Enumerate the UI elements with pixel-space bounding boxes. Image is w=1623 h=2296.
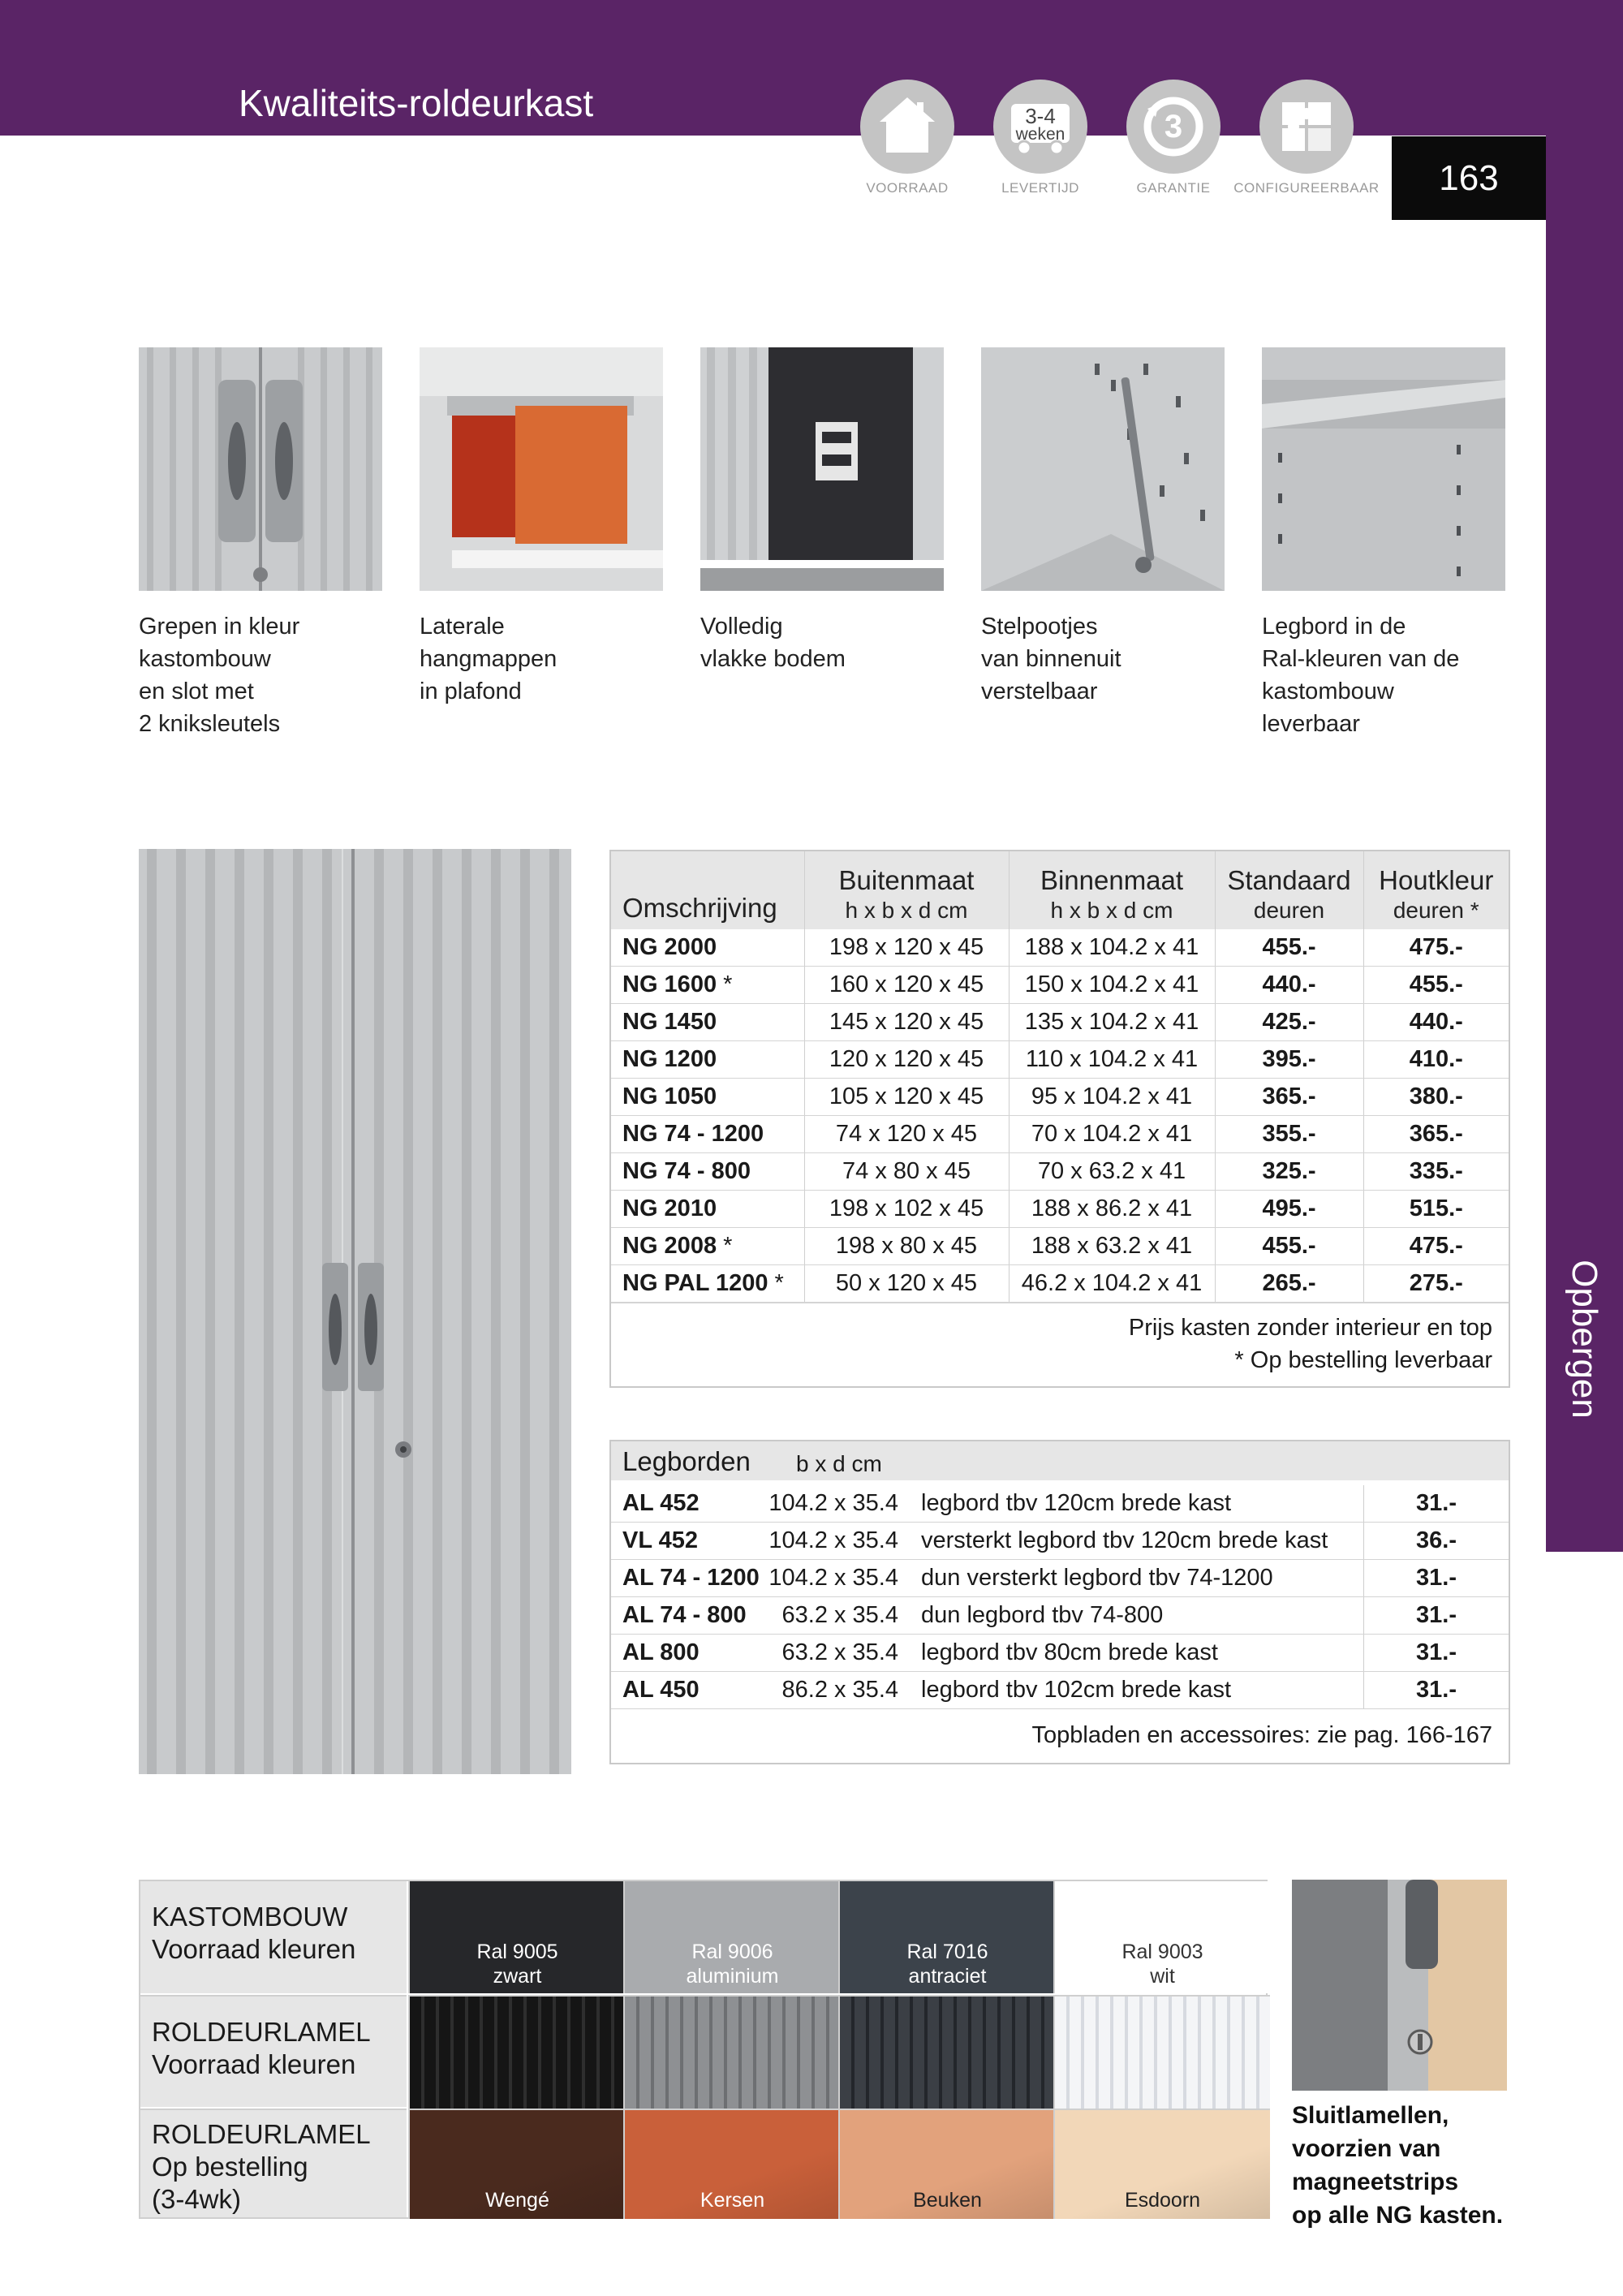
price-table-notes	[611, 1303, 1509, 1386]
badge-label-configureerbaar: CONFIGUREERBAAR	[1233, 180, 1380, 196]
table-row: NG 1450 145 x 120 x 45 135 x 104.2 x 41 425.- 440.-	[611, 1004, 1509, 1041]
swatch-frame-3	[1053, 1881, 1270, 1993]
photo-handles	[139, 347, 382, 591]
delivery-weeks-unit: weken	[1015, 125, 1065, 144]
table-row: AL 74 - 800 63.2 x 35.4 dun legbord tbv 74-800 31.-	[611, 1597, 1509, 1635]
table-row: AL 450 86.2 x 35.4 legbord tbv 102cm brede kast 31.-	[611, 1672, 1509, 1709]
feature-caption-shelf: Legbord in de Ral-kleuren van de kastombouw leverbaar	[1262, 614, 1460, 737]
house-icon	[860, 80, 954, 174]
table-row: VL 452 104.2 x 35.4 versterkt legbord tbv 120cm brede kast 36.-	[611, 1523, 1509, 1560]
photo-flat-bottom	[700, 347, 944, 591]
swatch-lamel-stock-3	[1053, 1995, 1270, 2109]
row-label-lamel-order: ROLDEURLAMEL Op bestelling (3-4wk)	[140, 2109, 407, 2217]
swatch-lamel-order-2	[838, 2109, 1055, 2219]
table-row: AL 800 63.2 x 35.4 legbord tbv 80cm brede kast 31.-	[611, 1635, 1509, 1672]
note-on-order: * Op bestelling leverbaar	[1234, 1347, 1492, 1373]
shelves-dims-header: b x d cm	[796, 1451, 882, 1476]
guarantee-years: 3	[1164, 109, 1183, 144]
swatch-lamel-order-1	[623, 2109, 840, 2219]
feature-caption-feet: Stelpootjes van binnenuit verstelbaar	[981, 614, 1121, 704]
shelves-header	[611, 1441, 1509, 1480]
truck-icon	[993, 80, 1087, 174]
swatch-lamel-stock-0	[408, 1995, 625, 2109]
header-wood: Houtkleur deuren *	[1363, 851, 1509, 929]
page-number: 163	[1392, 136, 1546, 220]
note-no-interior: Prijs kasten zonder interieur en top	[1128, 1315, 1492, 1341]
table-row: NG 74 - 1200 74 x 120 x 45 70 x 104.2 x 41 355.- 365.-	[611, 1116, 1509, 1153]
swatch-code: Ral 9006	[691, 1941, 773, 1963]
swatch-lamel-order-0	[408, 2109, 625, 2219]
header-inner: Binnenmaat h x b x d cm	[1009, 851, 1215, 929]
swatch-code: Ral 9005	[476, 1941, 558, 1963]
swatch-frame-2	[838, 1881, 1055, 1993]
table-row: AL 74 - 1200 104.2 x 35.4 dun versterkt legbord tbv 74-1200 31.-	[611, 1560, 1509, 1597]
section-label: Opbergen	[1565, 1260, 1604, 1419]
swatch-wood-name: Esdoorn	[1124, 2189, 1201, 2212]
table-row: NG 2000 198 x 120 x 45 188 x 104.2 x 41 455.- 475.-	[611, 929, 1509, 967]
badge-label-voorraad: VOORRAAD	[866, 180, 949, 196]
shelves-title: Legborden	[622, 1446, 751, 1476]
row-label-frame: KASTOMBOUW Voorraad kleuren	[140, 1881, 407, 1993]
swatch-lamel-order-3	[1053, 2109, 1270, 2219]
badge-label-levertijd: LEVERTIJD	[1001, 180, 1079, 196]
swatch-lamel-stock-1	[623, 1995, 840, 2109]
shelves-table	[609, 1440, 1510, 1764]
swatch-code: Ral 9003	[1121, 1941, 1203, 1963]
swatch-code: Ral 7016	[906, 1941, 988, 1963]
swatch-wood-name: Wengé	[485, 2189, 549, 2212]
feature-caption-bottom: Volledig vlakke bodem	[700, 614, 846, 672]
swatch-name: antraciet	[908, 1965, 987, 1988]
badge-label-garantie: GARANTIE	[1136, 180, 1211, 196]
table-row: NG 74 - 800 74 x 80 x 45 70 x 63.2 x 41 325.- 335.-	[611, 1153, 1509, 1191]
table-row: NG 2008 * 198 x 80 x 45 188 x 63.2 x 41 455.- 475.-	[611, 1228, 1509, 1265]
table-row: AL 452 104.2 x 35.4 legbord tbv 120cm brede kast 31.-	[611, 1485, 1509, 1523]
price-table	[609, 850, 1510, 1388]
swatch-lamel-stock-2	[838, 1995, 1055, 2109]
photo-shelf	[1262, 347, 1505, 591]
photo-cabinet-doors	[139, 849, 571, 1774]
swatch-wood-name: Kersen	[700, 2189, 765, 2212]
swatch-wood-name: Beuken	[913, 2189, 982, 2212]
table-row: NG 1600 * 160 x 120 x 45 150 x 104.2 x 41 440.- 455.-	[611, 967, 1509, 1004]
shelves-note: Topbladen en accessoires: zie pag. 166-167	[1031, 1722, 1492, 1748]
photo-lock-slats	[1292, 1880, 1507, 2091]
table-row: NG 2010 198 x 102 x 45 188 x 86.2 x 41 495.- 515.-	[611, 1191, 1509, 1228]
feature-caption-handles: Grepen in kleur kastombouw en slot met 2 kniksleutels	[139, 614, 300, 737]
page-title: Kwaliteits-roldeurkast	[239, 82, 594, 124]
feature-caption-folders: Laterale hangmappen in plafond	[420, 614, 558, 704]
swatch-name: zwart	[493, 1965, 542, 1988]
table-row: NG 1200 120 x 120 x 45 110 x 104.2 x 41 395.- 410.-	[611, 1041, 1509, 1079]
puzzle-icon	[1259, 80, 1354, 174]
colour-grid	[139, 1880, 1268, 2219]
swatch-name: wit	[1150, 1965, 1175, 1988]
row-label-lamel-stock: ROLDEURLAMEL Voorraad kleuren	[140, 1995, 407, 2107]
table-row: NG 1050 105 x 120 x 45 95 x 104.2 x 41 365.- 380.-	[611, 1079, 1509, 1116]
swatch-name: aluminium	[686, 1965, 779, 1988]
guarantee-icon	[1126, 80, 1220, 174]
swatch-frame-1	[623, 1881, 840, 1993]
swatch-frame-0	[408, 1881, 625, 1993]
photo-adjustable-feet	[981, 347, 1225, 591]
header-outer: Buitenmaat h x b x d cm	[804, 851, 1009, 929]
photo-hanging-folders	[420, 347, 663, 591]
header-description: Omschrijving	[611, 851, 804, 929]
header-standard: Standaard deuren	[1215, 851, 1363, 929]
table-row: NG PAL 1200 * 50 x 120 x 45 46.2 x 104.2 x 41 265.- 275.-	[611, 1265, 1509, 1303]
lock-caption: Sluitlamellen, voorzien van magneetstrips op alle NG kasten.	[1292, 2102, 1504, 2229]
delivery-weeks-number: 3-4	[1025, 104, 1056, 128]
